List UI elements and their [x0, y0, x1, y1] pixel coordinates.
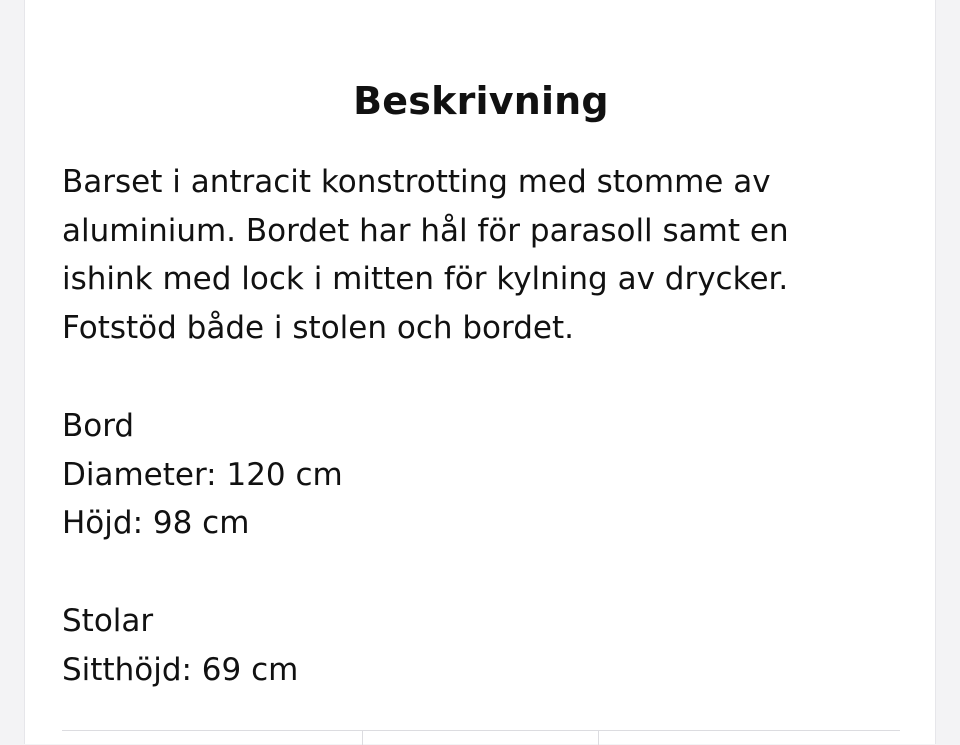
- table-specs: [62, 402, 902, 548]
- column-separator: [598, 731, 599, 745]
- description-card: [24, 0, 936, 744]
- description-line: Barset i antracit konstrotting med stomme av: [62, 164, 771, 200]
- chair-specs: [62, 597, 902, 694]
- chair-heading: Stolar: [62, 603, 154, 639]
- chair-seat-height: Sitthöjd: 69 cm: [62, 651, 299, 688]
- column-separator: [362, 731, 363, 745]
- description-line: ishink med lock i mitten för kylning av drycker.: [62, 261, 789, 298]
- description-text: [62, 158, 902, 352]
- table-diameter: Diameter: 120 cm: [62, 456, 343, 493]
- description-line: aluminium. Bordet har hål för parasoll samt en: [62, 212, 789, 249]
- section-title: Beskrivning: [353, 79, 609, 123]
- table-heading: Bord: [62, 408, 135, 444]
- table-height: Höjd: 98 cm: [62, 505, 250, 542]
- description-line: Fotstöd både i stolen och bordet.: [62, 309, 574, 346]
- table-header-divider: [62, 730, 900, 745]
